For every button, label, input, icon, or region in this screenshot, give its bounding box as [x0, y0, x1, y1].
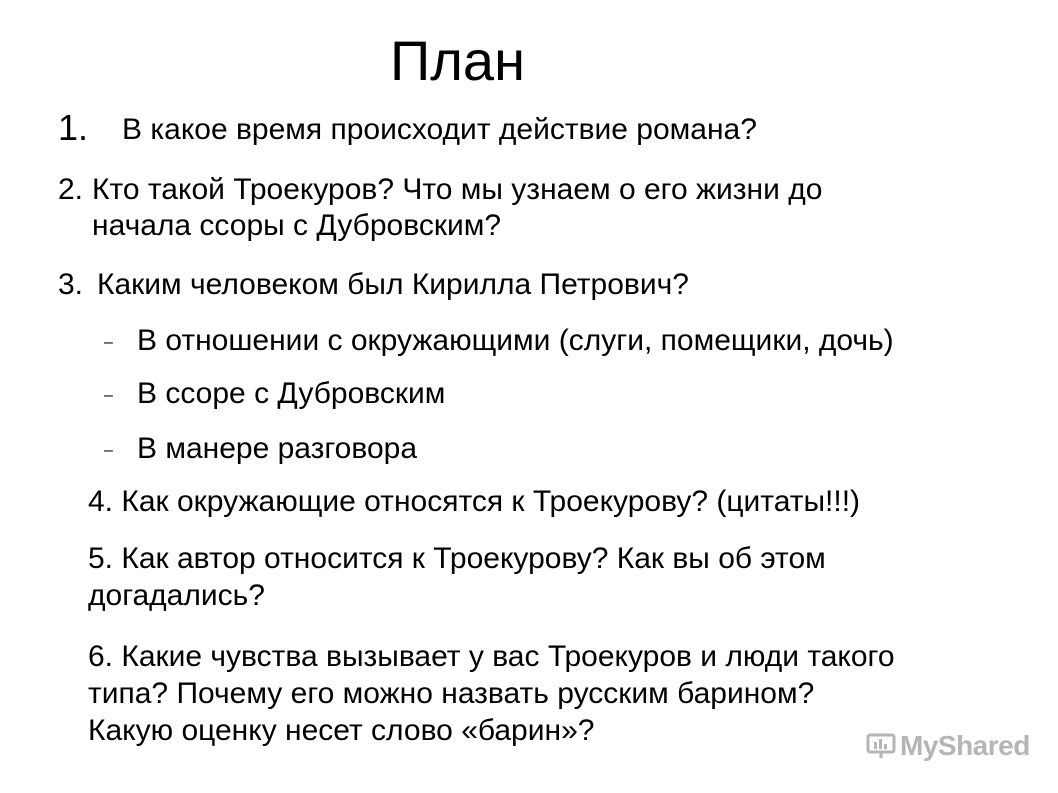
- item-1-number: 1.: [58, 107, 89, 148]
- item-6-line-2: типа? Почему его можно назвать русским барином?: [88, 677, 815, 710]
- item-6-line-1: 6. Какие чувства вызывает у вас Троекуров и люди такого: [88, 640, 895, 673]
- item-5-line-2: догадались?: [88, 579, 265, 612]
- subitem-2: В ссоре с Дубровским: [137, 377, 446, 410]
- slide-title: План: [390, 29, 525, 92]
- item-5-line-1: 5. Как автор относится к Троекурову? Как вы об этом: [88, 542, 826, 575]
- item-2-number: 2.: [58, 173, 84, 206]
- item-4-text: 4. Как окружающие относятся к Троекурову? (цитаты!!!): [88, 485, 861, 518]
- item-6-line-3: Какую оценку несет слово «барин»?: [88, 714, 595, 747]
- item-1-text: В какое время происходит действие романа?: [122, 113, 757, 146]
- dash-bullet: –: [104, 442, 113, 459]
- watermark: [866, 731, 1030, 761]
- item-3-text: Каким человеком был Кирилла Петрович?: [97, 268, 689, 301]
- watermark-text: MyShared: [900, 730, 1030, 761]
- item-2-line-2: начала ссоры с Дубровским?: [92, 209, 502, 242]
- presentation-board-icon: [866, 733, 896, 759]
- dash-bullet: –: [104, 387, 113, 404]
- item-3-number: 3.: [58, 268, 84, 301]
- item-2-line-1: Кто такой Троекуров? Что мы узнаем о его жизни до: [92, 173, 823, 206]
- subitem-3: В манере разговора: [137, 432, 418, 465]
- dash-bullet: –: [104, 334, 113, 351]
- subitem-1: В отношении с окружающими (слуги, помещики, дочь): [137, 324, 894, 357]
